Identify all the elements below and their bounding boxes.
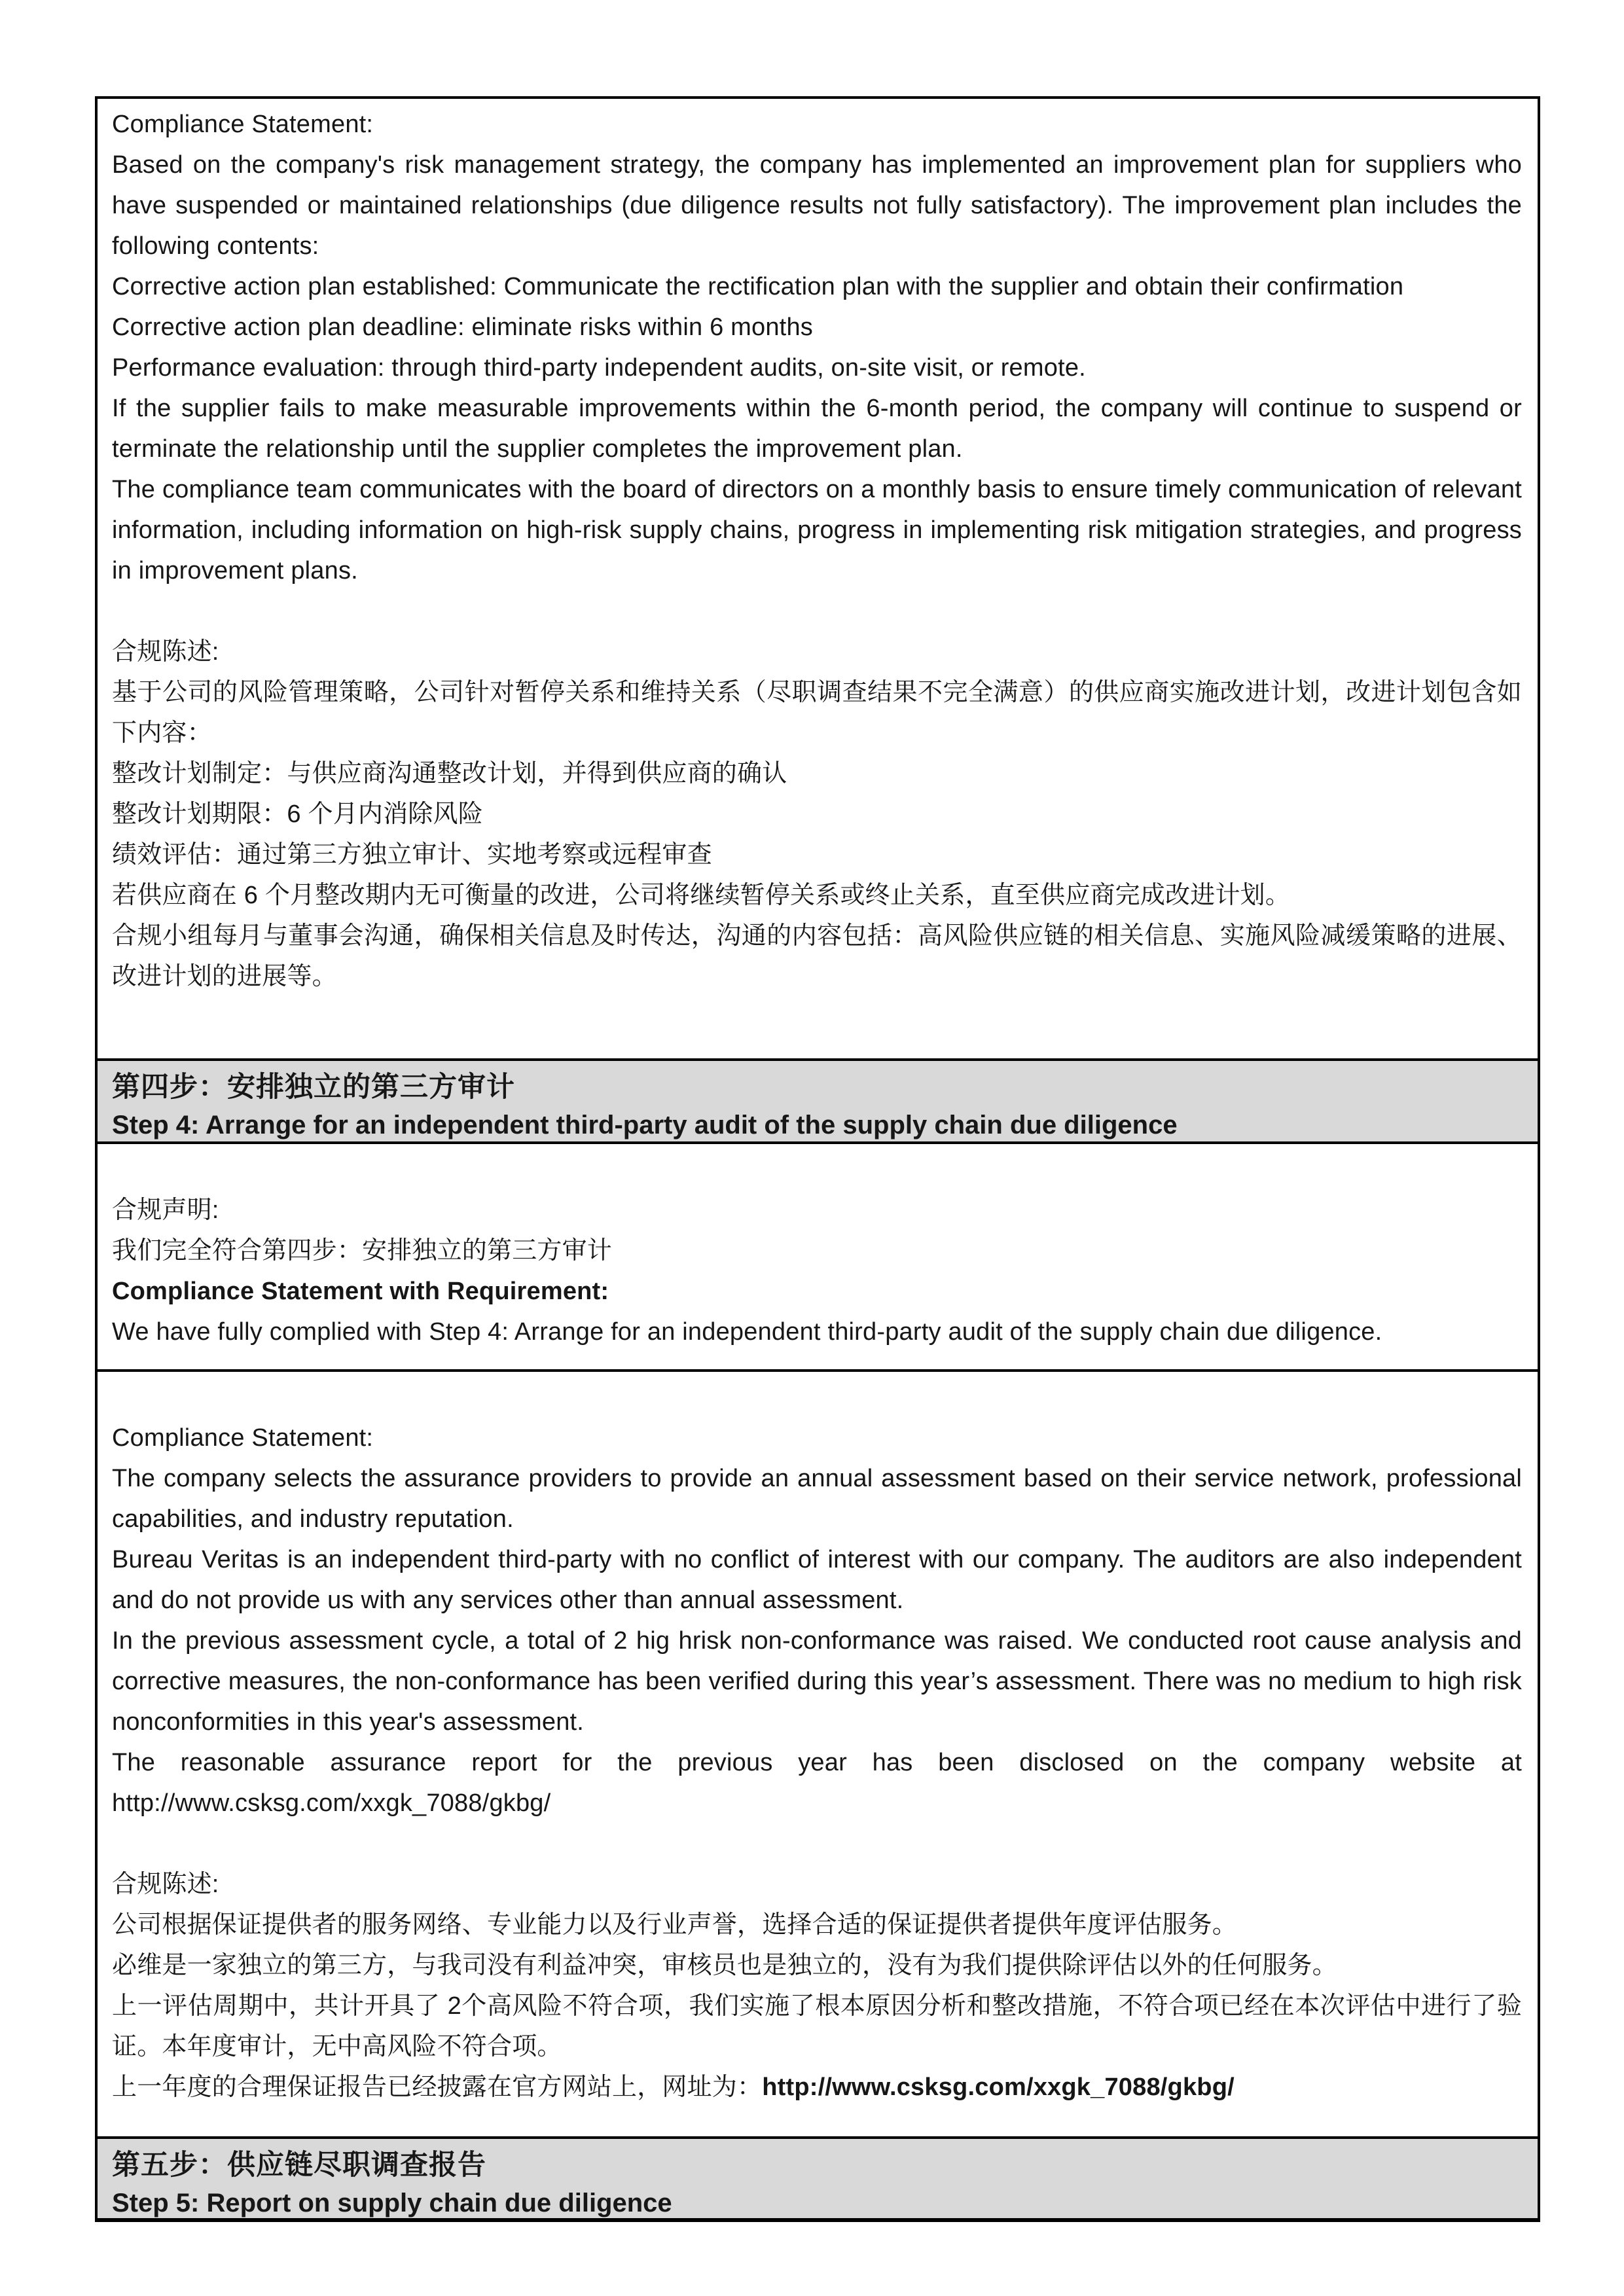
paragraph-assurance-report-url-en: The reasonable assurance report for the previous year has been disclosed on the company website at http://www.csksg.com/xxgk_7088/gkbg/ <box>112 1749 1522 1817</box>
paragraph-bureau-veritas-zh: 必维是一家独立的第三方，与我司没有利益冲突，审核员也是独立的，没有为我们提供除评估以外的任何服务。 <box>112 1952 1337 1979</box>
report-url-prefix-zh: 上一年度的合理保证报告已经披露在官方网站上，网址为： <box>112 2073 763 2101</box>
step4-declaration-cell <box>98 1141 1538 1369</box>
paragraph-supplier-fails-zh: 若供应商在 6 个月整改期内无可衡量的改进，公司将继续暂停关系或终止关系，直至供应商完成改进计划。 <box>112 882 1291 909</box>
paragraph-risk-strategy-zh: 基于公司的风险管理策略，公司针对暂停关系和维持关系（尽职调查结果不完全满意）的供应商实施改进计划，改进计划包含如下内容： <box>112 679 1522 747</box>
compliance-statement-label-zh: 合规陈述: <box>112 638 219 666</box>
paragraph-performance-evaluation-zh: 绩效评估：通过第三方独立审计、实地考察或远程审查 <box>112 841 712 869</box>
paragraph-corrective-plan-deadline-en: Corrective action plan deadline: eliminate risks within 6 months <box>112 314 813 341</box>
paragraph-previous-cycle-en: In the previous assessment cycle, a total of 2 hig hrisk non-conformance was raised. We conducted root cause analysis and corrective measures, the non-conformance has been verified during this year’s assessment. There was no medium to high risk nonconformities in this year's assessment. <box>112 1627 1522 1736</box>
declaration-label-en: Compliance Statement with Requirement: <box>112 1278 609 1305</box>
paragraph-supplier-fails-en: If the supplier fails to make measurable improvements within the 6-month period, the company will continue to suspend or terminate the relationship until the supplier completes the improvement plan. <box>112 395 1522 463</box>
paragraph-bureau-veritas-en: Bureau Veritas is an independent third-party with no conflict of interest with our company. The auditors are also independent and do not provide us with any services other than annual assessment. <box>112 1546 1522 1614</box>
step5-title-en: Step 5: Report on supply chain due diligence <box>112 2189 672 2217</box>
step5-header-row <box>98 2136 1538 2218</box>
paragraph-assurance-providers-zh: 公司根据保证提供者的服务网络、专业能力以及行业声誉，选择合适的保证提供者提供年度评估服务。 <box>112 1911 1238 1939</box>
report-url-text: http://www.csksg.com/xxgk_7088/gkbg/ <box>762 2073 1235 2101</box>
declaration-line-en: We have fully complied with Step 4: Arrange for an independent third-party audit of the supply chain due diligence. <box>112 1318 1382 1346</box>
paragraph-assurance-providers-en: The company selects the assurance providers to provide an annual assessment based on their service network, professional capabilities, and industry reputation. <box>112 1465 1522 1533</box>
paragraph-corrective-plan-established-zh: 整改计划制定：与供应商沟通整改计划，并得到供应商的确认 <box>112 760 787 787</box>
blank-line <box>112 1823 1522 1864</box>
blank-line <box>112 591 1522 632</box>
compliance-statement-label2-zh: 合规陈述: <box>112 1871 219 1898</box>
paragraph-performance-evaluation-en: Performance evaluation: through third-party independent audits, on-site visit, or remote. <box>112 354 1086 382</box>
compliance-statement-label-en: Compliance Statement: <box>112 111 374 138</box>
compliance-report-table <box>95 96 1540 2222</box>
blank-line <box>112 1149 1522 1190</box>
paragraph-corrective-plan-established-en: Corrective action plan established: Communicate the rectification plan with the supplier and obtain their confirmation <box>112 273 1404 300</box>
declaration-line-zh: 我们完全符合第四步：安排独立的第三方审计 <box>112 1237 613 1265</box>
paragraph-compliance-team-zh: 合规小组每月与董事会沟通，确保相关信息及时传达，沟通的内容包括：高风险供应链的相关信息、实施风险减缓策略的进展、改进计划的进展等。 <box>112 922 1522 990</box>
step4-title-zh: 第四步：安排独立的第三方审计 <box>112 1071 515 1103</box>
paragraph-compliance-team-en: The compliance team communicates with the board of directors on a monthly basis to ensure timely communication of relevant information, including information on high-risk supply chains, progress in implementing risk mitigation strategies, and progress in improvement plans. <box>112 476 1522 584</box>
paragraph-previous-cycle-zh: 上一评估周期中，共计开具了 2个高风险不符合项，我们实施了根本原因分析和整改措施，不符合项已经在本次评估中进行了验证。本年度审计，无中高风险不符合项。 <box>112 1992 1522 2060</box>
compliance-statement-label2-en: Compliance Statement: <box>112 1424 374 1452</box>
blank-line <box>112 1377 1522 1418</box>
step4-header-row <box>98 1058 1538 1141</box>
compliance-statement-step4-cell <box>98 1369 1538 2136</box>
paragraph-risk-strategy-en: Based on the company's risk management strategy, the company has implemented an improvement plan for suppliers who have suspended or maintained relationships (due diligence results not fully satisfactory). The improvement plan includes the following contents: <box>112 151 1522 260</box>
paragraph-corrective-plan-deadline-zh: 整改计划期限：6 个月内消除风险 <box>112 800 483 828</box>
step4-title-en: Step 4: Arrange for an independent third-party audit of the supply chain due diligence <box>112 1111 1178 1139</box>
step5-title-zh: 第五步：供应链尽职调查报告 <box>112 2149 486 2181</box>
paragraph-assurance-report-url-zh <box>112 2067 1522 2108</box>
declaration-label-zh: 合规声明: <box>112 1196 219 1224</box>
compliance-statement-step3-cell <box>98 99 1538 1058</box>
